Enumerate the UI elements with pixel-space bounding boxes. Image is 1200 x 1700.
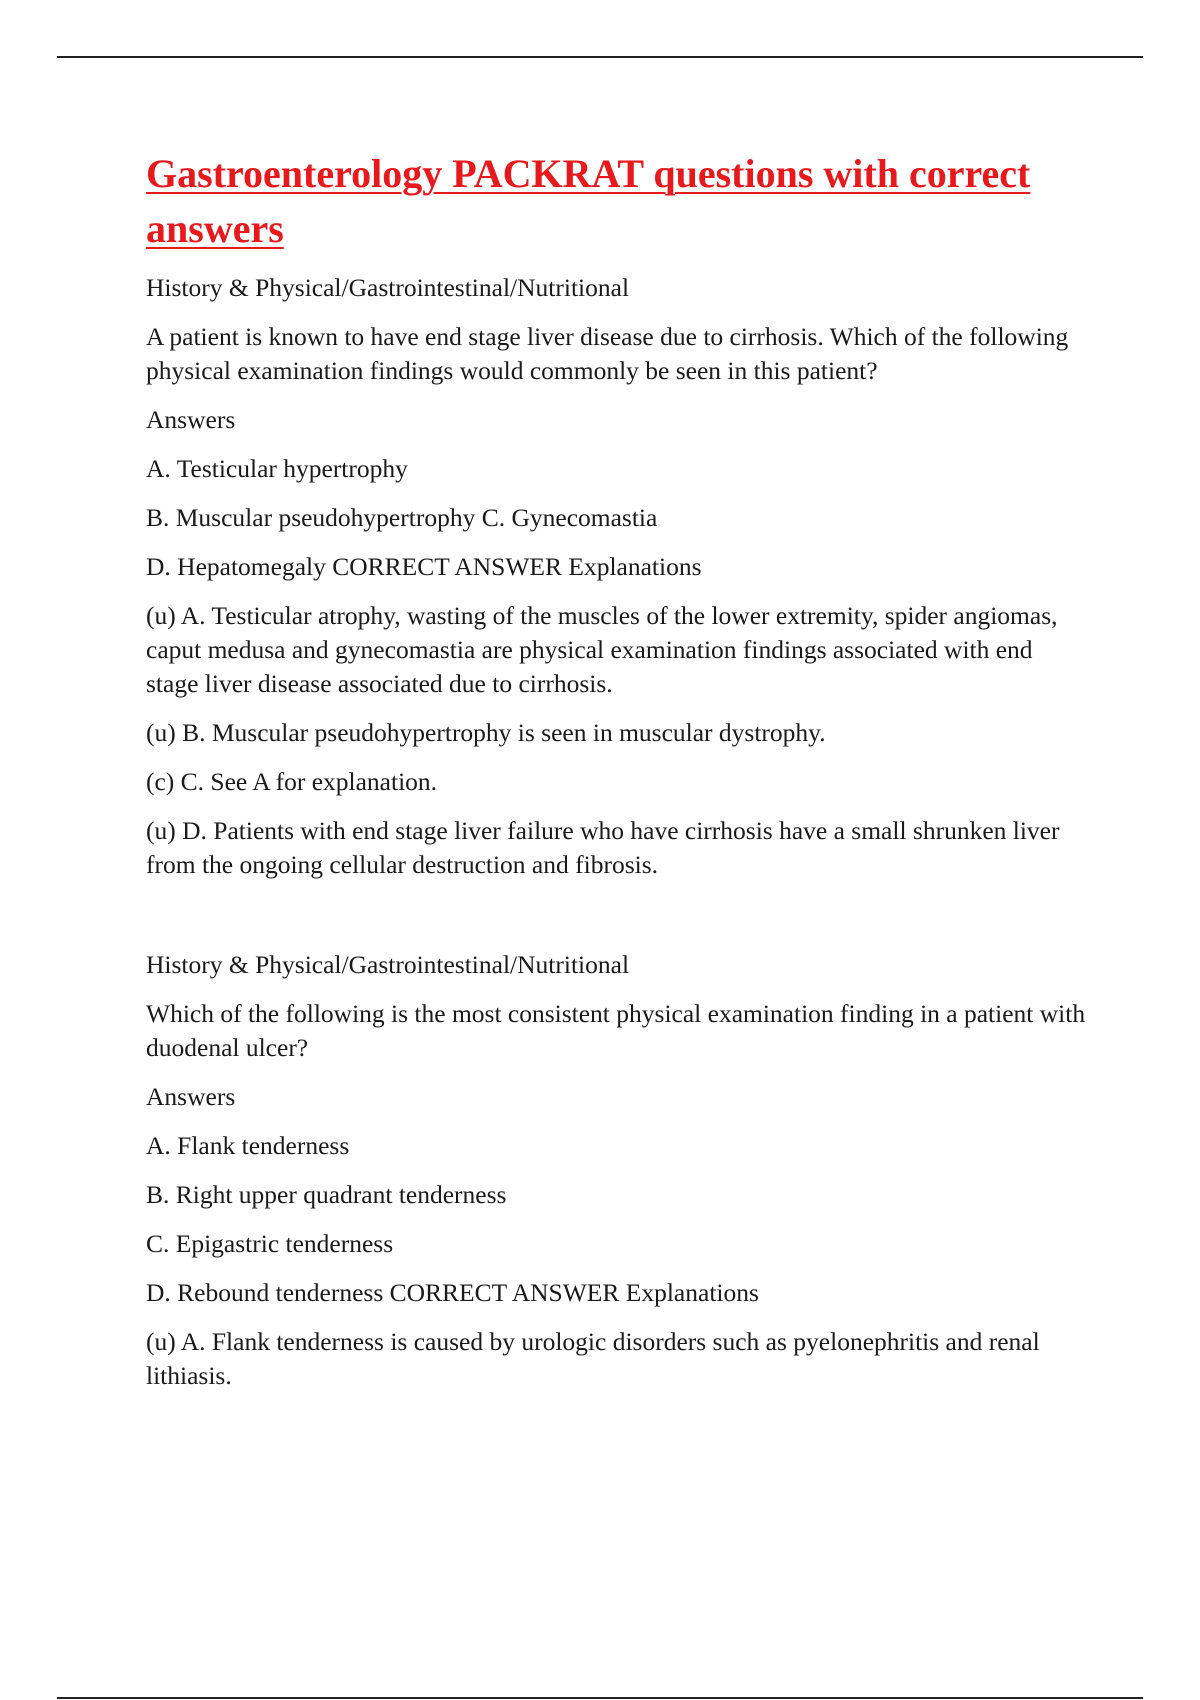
question-category: History & Physical/Gastrointestinal/Nutritional <box>146 273 630 302</box>
answer-line: B. Right upper quadrant tenderness <box>146 1180 507 1209</box>
answer-line: A. Testicular hypertrophy <box>146 454 408 483</box>
question-category: History & Physical/Gastrointestinal/Nutritional <box>146 950 630 979</box>
answer-line: D. Rebound tenderness CORRECT ANSWER Explanations <box>146 1278 759 1307</box>
explanation-line: (u) B. Muscular pseudohypertrophy is seen in muscular dystrophy. <box>146 718 826 747</box>
explanation-line: (u) A. Testicular atrophy, wasting of the muscles of the lower extremity, spider angiomas, caput medusa and gynecomastia are physical examination findings associated with end stage liver disease associated due to cirrhosis. <box>146 601 1058 698</box>
explanation-line: (u) D. Patients with end stage liver failure who have cirrhosis have a small shrunken liver from the ongoing cellular destruction and fibrosis. <box>146 816 1060 879</box>
explanation-line: (u) A. Flank tenderness is caused by urologic disorders such as pyelonephritis and renal lithiasis. <box>146 1327 1040 1390</box>
document-body <box>146 146 1086 1393</box>
question-stem: Which of the following is the most consistent physical examination finding in a patient with duodenal ulcer? <box>146 999 1086 1062</box>
answer-line: D. Hepatomegaly CORRECT ANSWER Explanations <box>146 552 702 581</box>
question-1 <box>146 271 1086 882</box>
answer-line: C. Epigastric tenderness <box>146 1229 394 1258</box>
answers-label: Answers <box>146 405 236 434</box>
question-stem: A patient is known to have end stage liver disease due to cirrhosis. Which of the following physical examination findings would commonly be seen in this patient? <box>146 322 1069 385</box>
bottom-rule <box>57 1697 1143 1699</box>
document-title: Gastroenterology PACKRAT questions with correct answers <box>146 151 1031 251</box>
answer-line: B. Muscular pseudohypertrophy C. Gynecomastia <box>146 503 658 532</box>
explanation-line: (c) C. See A for explanation. <box>146 767 438 796</box>
answer-line: A. Flank tenderness <box>146 1131 350 1160</box>
top-rule <box>57 56 1143 58</box>
answers-label: Answers <box>146 1082 236 1111</box>
question-2 <box>146 948 1086 1393</box>
